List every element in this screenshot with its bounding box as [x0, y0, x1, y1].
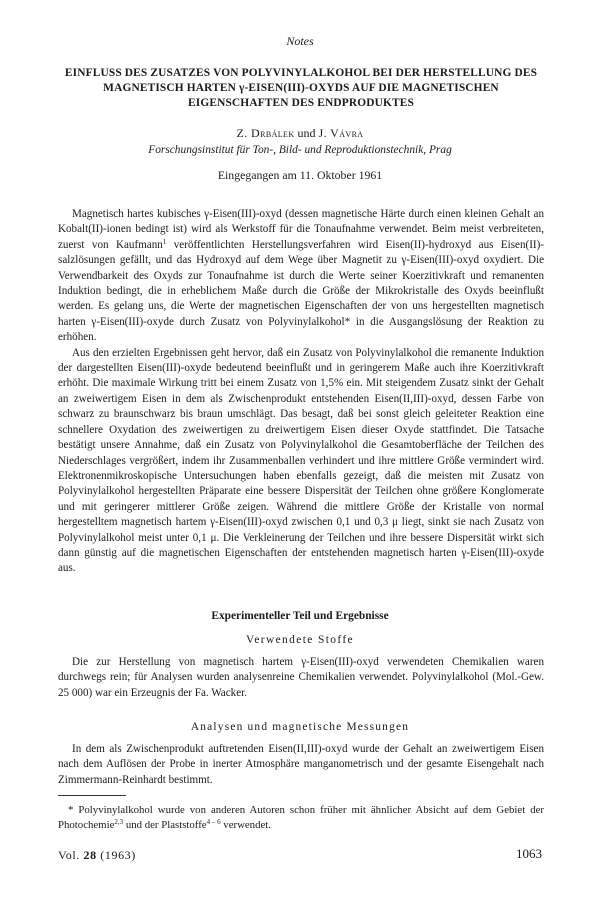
paragraph-1 — [58, 207, 544, 346]
section-heading: Experimenteller Teil und Ergebnisse — [211, 610, 389, 622]
footnote-ref-a: 2,3 — [114, 818, 124, 826]
affiliation: Forschungsinstitut für Ton-, Bild- und Reproduktionstechnik, Prag — [148, 144, 452, 156]
footnote-text-c: verwendet. — [220, 819, 271, 831]
volume-number: 28 — [83, 848, 97, 862]
footnote-text-a: * Polyvinylalkohol wurde von anderen Autoren schon früher mit ähnlicher Absicht auf dem Gebiet der Photochemie — [58, 804, 544, 831]
volume-label: Vol. — [58, 848, 80, 862]
subsection-2-text — [58, 742, 544, 788]
subsection-1-text — [58, 655, 544, 701]
footnote-text-b: und der Plaststoffe — [123, 819, 207, 831]
paragraph-1-text-b: veröffentlichten Herstellungsverfahren wird Eisen(II)-hydroxyd aus Eisen(II)-salzlösungen gefällt, und das Hydroxyd auf dem Wege über Magnetit zu γ-Eisen(III)-oxyd oxydiert. Die Verwendbarkeit des Oxyds zur Tonaufnahme ist durch die Werte seiner Koerzitivkraft und remanenten Induktion bedingt, die in erheblichem Maße durch die Größe der Mikrokristalle des Oxyds beeinflußt werden. Es gelang uns, die Werte der magnetischen Eigenschaften der von uns hergestellten magnetisch harten γ-Eisen(III)-oxyde durch Zusatz von Polyvinylalkohol* in die Ausgangslösung der Reaktion zu erhöhen. — [58, 238, 544, 344]
running-head: Notes — [286, 34, 314, 48]
paragraph-4: In dem als Zwischenprodukt auftretenden Eisen(II,III)-oxyd wurde der Gehalt an zweiwertigem Eisen nach dem Auflösen der Probe in inerter Atmosphäre manganometrisch und der gesamte Eisengehalt nach Zimmermann-Reinhardt bestimmt. — [58, 743, 544, 786]
subsection-heading-2: Analysen und magnetische Messungen — [190, 721, 410, 733]
subsection-heading-1: Verwendete Stoffe — [245, 634, 355, 646]
received-date: Eingegangen am 11. Oktober 1961 — [217, 168, 383, 182]
footnote-divider — [58, 795, 126, 796]
footnote — [58, 803, 544, 833]
page-number: 1063 — [516, 846, 542, 861]
volume-year: (1963) — [100, 848, 136, 862]
author-line — [0, 126, 600, 141]
author-2: J. Vávra — [318, 126, 364, 140]
intro-text — [58, 207, 544, 577]
author-1: Z. Drbálek — [236, 126, 295, 140]
citation-ref: 1 — [162, 237, 167, 246]
paragraph-3: Die zur Herstellung von magnetisch hartem γ-Eisen(III)-oxyd verwendeten Chemikalien waren durchwegs rein; für Analysen wurden analysenreine Chemikalien verwendet. Polyvinylalkohol (Mol.-Gew. 25 000) war ein Erzeugnis der Fa. Wacker. — [58, 656, 544, 699]
author-conjunction: und — [297, 126, 316, 140]
volume-info — [58, 848, 136, 863]
footnote-ref-b: 4 – 6 — [206, 818, 221, 826]
footnote-text — [58, 803, 544, 833]
paragraph-2: Aus den erzielten Ergebnissen geht hervor, daß ein Zusatz von Polyvinylalkohol die remanente Induktion der dargestellten Eisen(III)-oxyde bedeutend beeinflußt und in geringerem Maße auch ihre Koerzitivkraft erhöht. Die maximale Wirkung tritt bei einem Zusatz von 1,5% ein. Mit steigendem Zusatz sinkt der Gehalt an zweiwertigem Eisen in dem als Zwischenprodukt entstehenden Eisen(II,III)-oxyd, dessen Farbe von schwarz zu braunschwarz bis braun umschlägt. Das besagt, daß bei sonst gleich geleiteter Reaktion eine schnellere Oxydation des zweiwertigen zu dreiwertigem Eisen dieser Oxyde stattfindet. Die Tatsache bestätigt unsere Annahme, daß ein Zusatz von Polyvinylalkohol die Gesamtoberfläche der Teilchen des Niederschlages vergrößert, indem ihr Zusammenballen verhindert und ihre mittlere Größe vermindert wird. Elektronenmikroskopische Untersuchungen haben ebenfalls gezeigt, daß die meisten mit Zusatz von Polyvinylalkohol hergestellten Präparate eine bessere Dispersität der Teilchen ohne größere Konglomerate und mit geringerer mittlerer Größe zeigen. Während die mittlere Größe der Kristalle von normal hergestelltem magnetisch hartem γ-Eisen(III)-oxyd zwischen 0,1 und 0,3 μ liegt, sinkt sie nach Zusatz von Polyvinylalkohol meist unter 0,1 μ. Die Verkleinerung der Teilchen und ihre bessere Dispersität wirkt sich dann günstig auf die magnetischen Eigenschaften der entstehenden magnetisch harten γ-Eisen(III)-oxyde aus. — [58, 346, 544, 575]
paragraph-1-text-a: Magnetisch hartes kubisches γ-Eisen(III)-oxyd (dessen magnetische Härte durch einen kleinen Gehalt an Kobalt(II)-ionen bedingt ist) wird als Werkstoff für die Tonaufnahme verwendet. Beim meist verbreiteten, zuerst von Kaufmann — [58, 208, 544, 251]
article-title: EINFLUSS DES ZUSATZES VON POLYVINYLALKOHOL BEI DER HERSTELLUNG DES MAGNETISCH HARTEN γ-EISEN(III)-OXYDS AUF DIE MAGNETISCHEN EIGENSCHAFTEN DES ENDPRODUKTES — [64, 67, 538, 109]
